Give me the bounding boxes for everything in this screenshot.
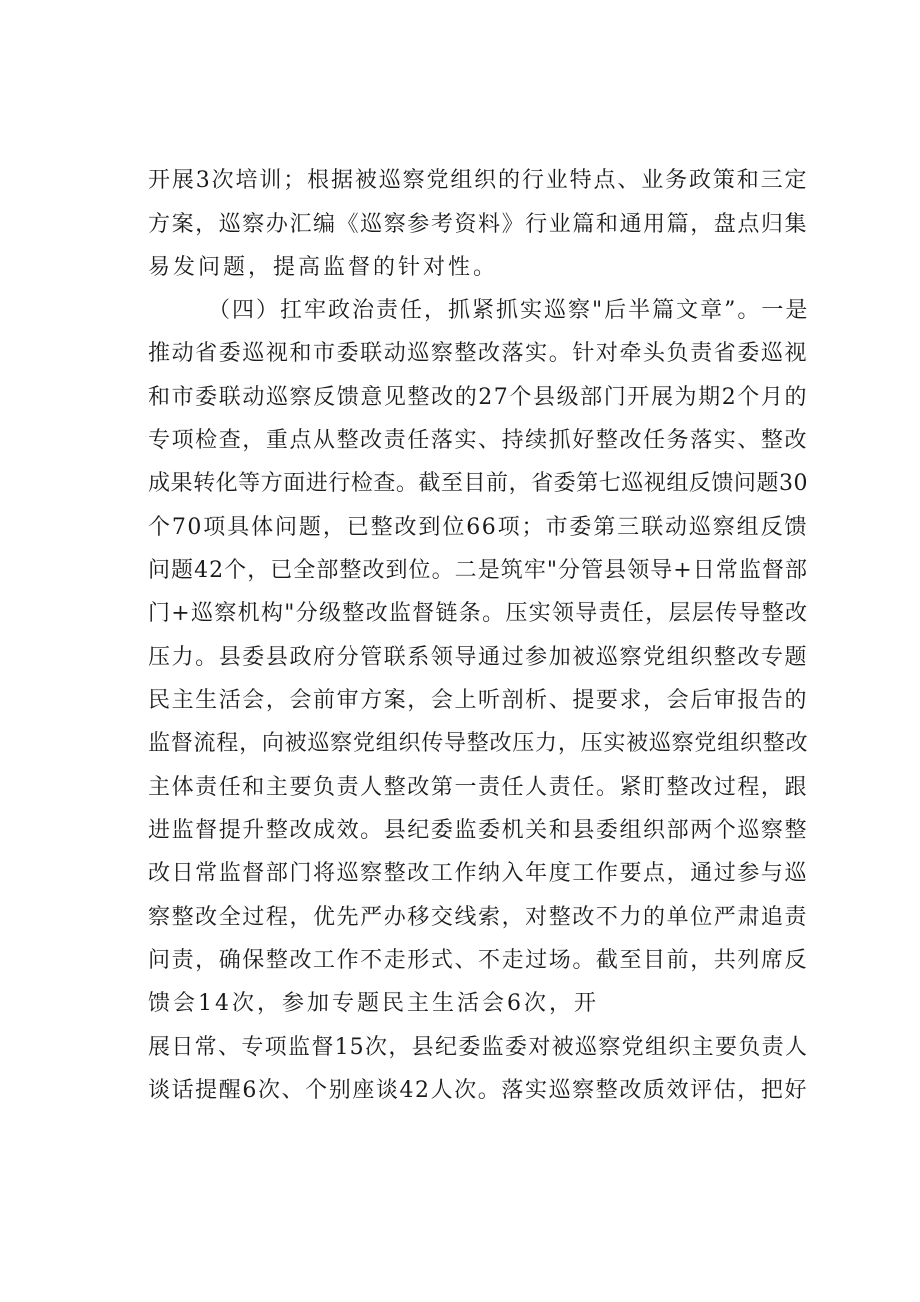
text-line: 专项检查，重点从整改责任落实、持续抓好整改任务落实、整改 [148,428,808,453]
text-line: 压力。县委县政府分管联系领导通过参加被巡察党组织整改专题 [148,645,808,670]
text-line: 易发问题，提高监督的针对性。 [148,255,499,280]
text-line: 成果转化等方面进行检查。截至目前，省委第七巡视组反馈问题30 [148,471,808,496]
text-line: 改日常监督部门将巡察整改工作纳入年度工作要点，通过参与巡 [148,861,808,886]
text-line: 问责，确保整改工作不走形式、不走过场。截至目前，共列席反 [148,948,808,973]
text-line: 主体责任和主要负责人整改第一责任人责任。紧盯整改过程，跟 [148,775,808,800]
text-line: 民主生活会，会前审方案，会上听剖析、提要求，会后审报告的 [148,688,808,713]
text-line: 展日常、专项监督15次，县纪委监委对被巡察党组织主要负责人 [148,1035,808,1060]
text-line: 进监督提升整改成效。县纪委监委机关和县委组织部两个巡察整 [148,818,808,843]
text-line: （四）扛牢政治责任，抓紧抓实巡察"后半篇文章”。一是 [208,298,810,323]
text-line: 门+巡察机构"分级整改监督链条。压实领导责任，层层传导整改 [148,601,808,626]
text-line: 问题42个，已全部整改到位。二是筑牢"分管县领导+日常监督部 [148,558,808,583]
text-line: 开展3次培训；根据被巡察党组织的行业特点、业务政策和三定 [148,168,808,193]
text-line: 个70项具体问题，已整改到位66项；市委第三联动巡察组反馈 [148,515,808,540]
text-line: 推动省委巡视和市委联动巡察整改落实。针对牵头负责省委巡视 [148,341,808,366]
text-line: 和市委联动巡察反馈意见整改的27个县级部门开展为期2个月的 [148,385,808,410]
text-line: 谈话提醒6次、个别座谈42人次。落实巡察整改质效评估，把好 [148,1078,808,1103]
text-line: 方案，巡察办汇编《巡察参考资料》行业篇和通用篇，盘点归集 [148,212,808,237]
text-line: 监督流程，向被巡察党组织传导整改压力，压实被巡察党组织整改 [148,731,808,756]
text-line: 馈会14次，参加专题民主生活会6次，开 [148,991,599,1016]
text-line: 察整改全过程，优先严办移交线索，对整改不力的单位严肃追责 [148,905,808,930]
